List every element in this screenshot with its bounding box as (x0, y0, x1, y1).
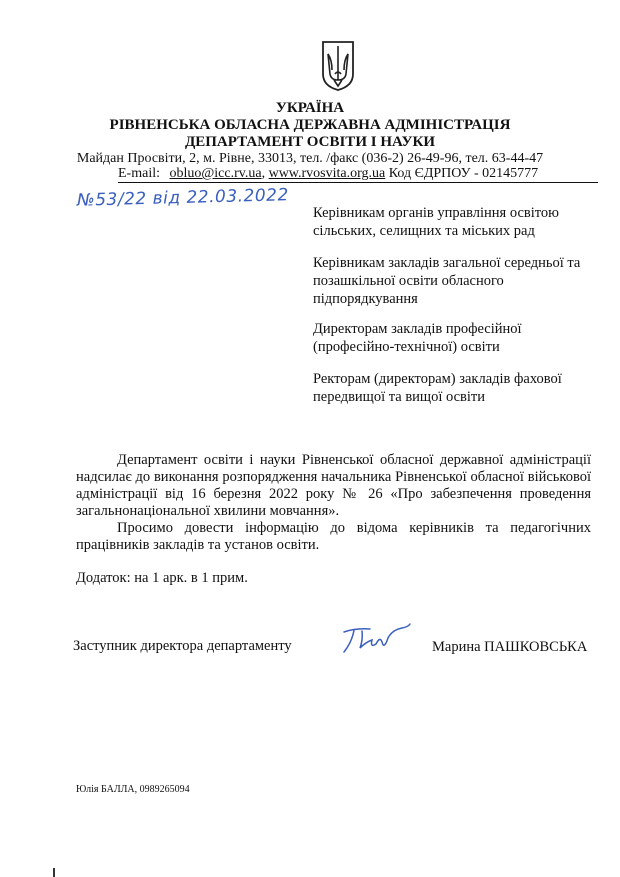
body-paragraph-1: Департамент освіти і науки Рівненської обласної державної адміністрації надсилає до виконання розпорядження начальника Рівненської обласної військової адміністрації від 16 березня 2022 року № 26 «Про забезпечення проведення загальнонаціональної хвилини мовчання». (76, 452, 591, 519)
attachment-note: Додаток: на 1 арк. в 1 прим. (76, 570, 248, 586)
administration-heading: РІВНЕНСЬКА ОБЛАСНА ДЕРЖАВНА АДМІНІСТРАЦІЯ (109, 117, 511, 133)
recipient-4: Ректорам (директорам) закладів фахової передвищої та вищої освіти (313, 371, 562, 405)
contacts-line (118, 166, 538, 182)
registration-number: №53/22 від 22.03.2022 (76, 185, 290, 211)
recipient-2: Керівникам закладів загальної середньої та позашкільної освіти обласного підпорядкування (313, 255, 581, 307)
department-heading: ДЕПАРТАМЕНТ ОСВІТИ І НАУКИ (184, 134, 436, 150)
country-heading: УКРАЇНА (275, 100, 345, 116)
scan-edge-mark (53, 868, 55, 877)
executor-contact: Юлія БАЛЛА, 0989265094 (76, 784, 190, 795)
email-link[interactable]: obluo@icc.rv.ua (169, 166, 262, 181)
tryzub-coat-of-arms-icon (321, 40, 355, 92)
handwritten-signature (336, 622, 414, 656)
address-line: Майдан Просвіти, 2, м. Рівне, 33013, тел. /факс (036-2) 26-49-96, тел. 63-44-47 (76, 151, 544, 166)
edrpou-code: Код ЄДРПОУ - 02145777 (388, 166, 539, 181)
website-link[interactable]: www.rvosvita.org.ua (268, 166, 386, 181)
header-divider (118, 182, 598, 183)
signatory-name: Марина ПАШКОВСЬКА (432, 639, 588, 655)
email-label: E-mail: (118, 166, 160, 181)
body-paragraph-2: Просимо довести інформацію до відома керівників та педагогічних працівників закладів та установ освіти. (76, 520, 591, 553)
recipient-3: Директорам закладів професійної (професійно-технічної) освіти (313, 321, 522, 355)
signatory-position: Заступник директора департаменту (73, 638, 292, 654)
recipient-1: Керівникам органів управління освітою сільських, селищних та міських рад (313, 205, 559, 239)
email-separator: , (261, 166, 266, 181)
